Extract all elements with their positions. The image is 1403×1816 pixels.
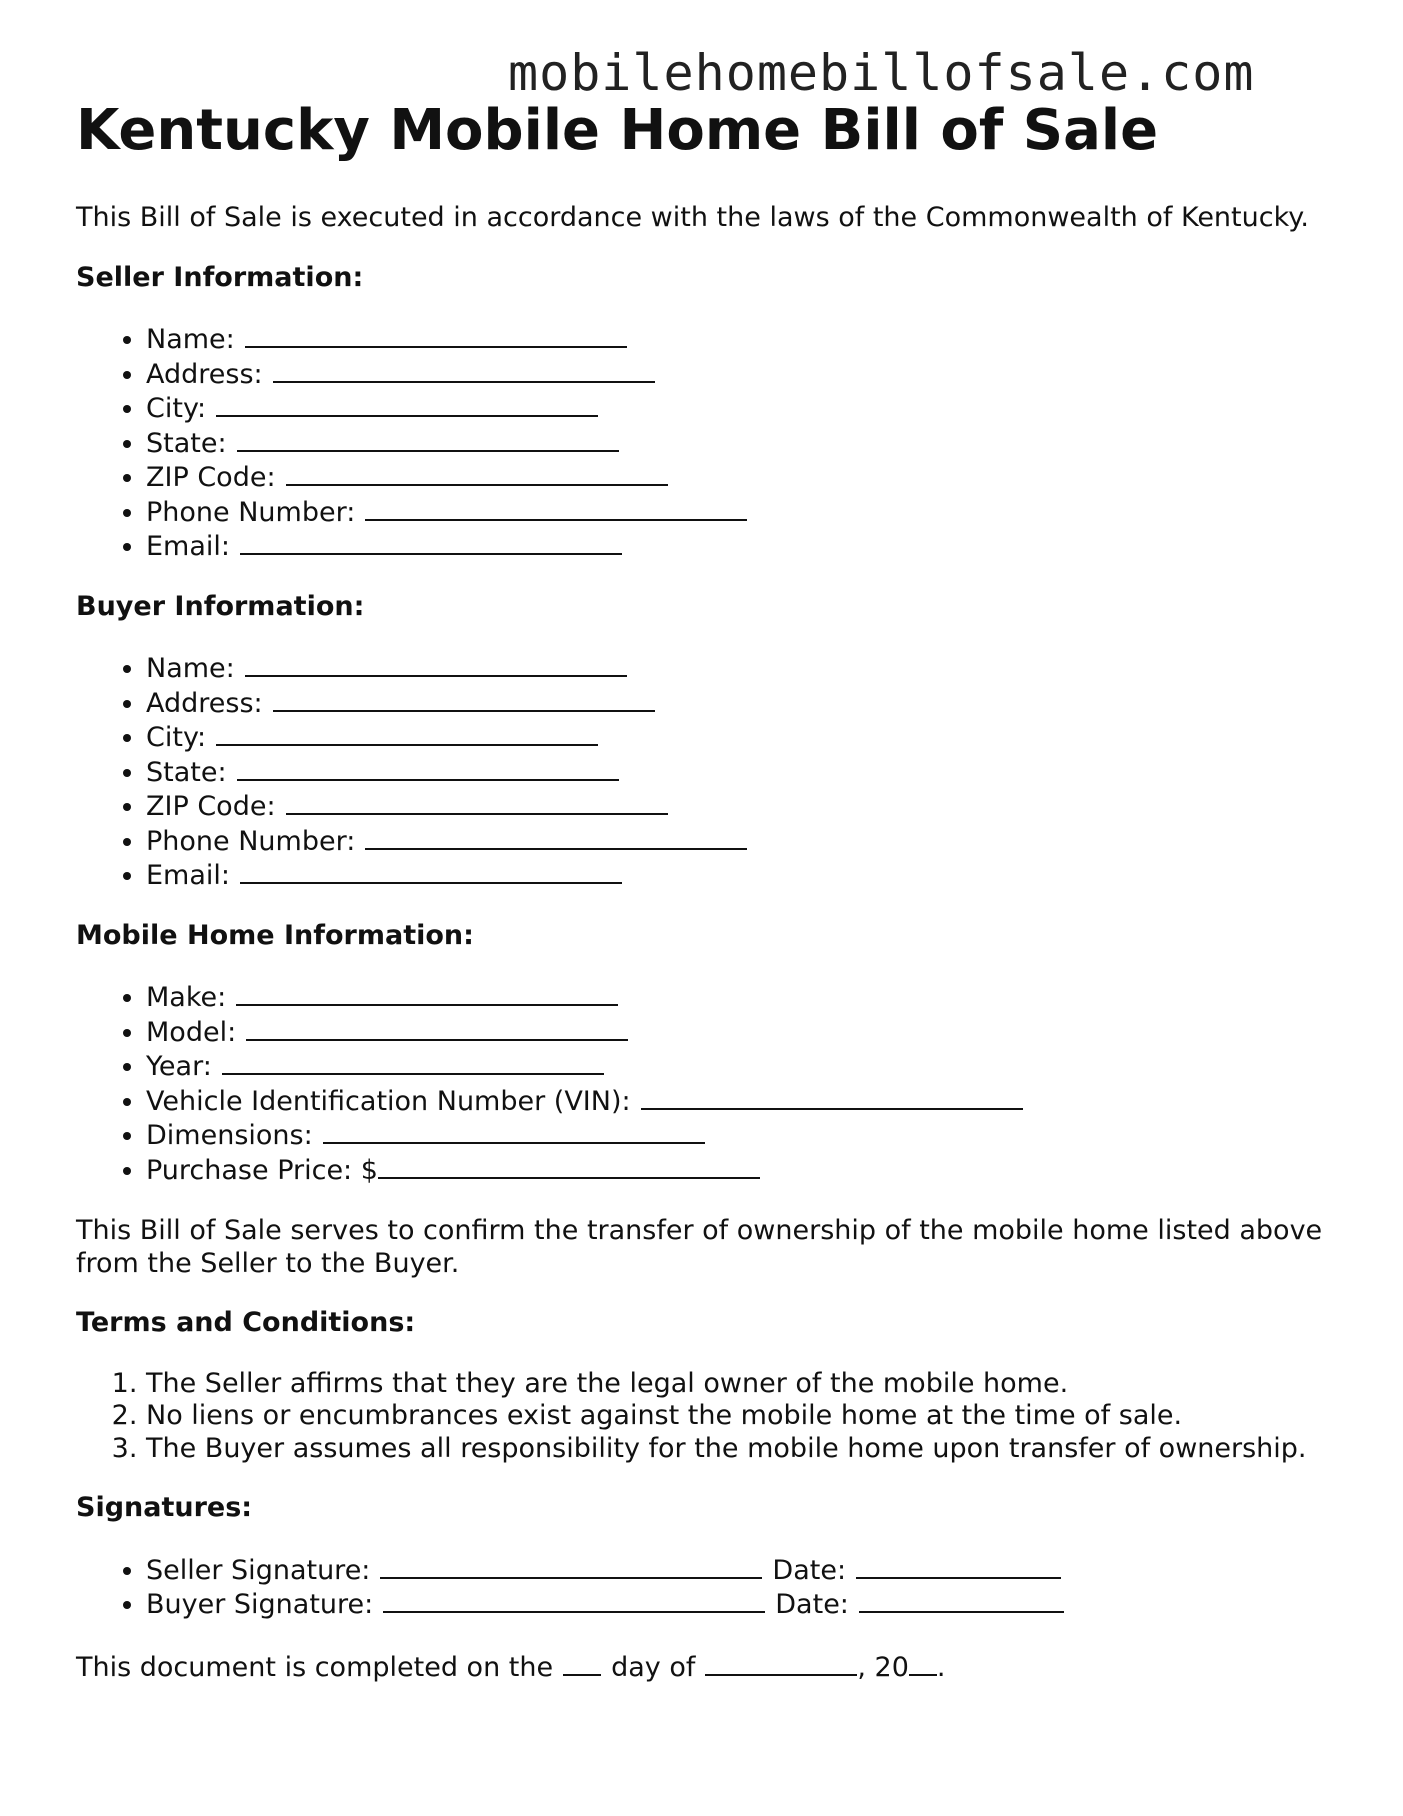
buyer-city-blank[interactable]	[216, 720, 598, 746]
buyer-signature-line: • Buyer Signature: Date:	[146, 1587, 1336, 1622]
intro-paragraph: This Bill of Sale is executed in accordance with the laws of the Commonwealth of Kentucky.	[76, 202, 1309, 233]
buyer-state-blank[interactable]	[237, 755, 619, 781]
seller-address-field: • Address:	[146, 357, 1336, 392]
signature-list	[76, 1553, 1336, 1622]
term-item: 1. The Seller affirms that they are the legal owner of the mobile home.	[146, 1368, 1336, 1401]
buyer-phone-field: • Phone Number:	[146, 824, 1336, 859]
seller-zip-blank[interactable]	[286, 460, 668, 486]
seller-email-field: • Email:	[146, 529, 1336, 564]
seller-zip-field: • ZIP Code:	[146, 460, 1336, 495]
seller-phone-blank[interactable]	[365, 495, 747, 521]
buyer-name-blank[interactable]	[245, 651, 627, 677]
terms-heading: Terms and Conditions:	[76, 1307, 416, 1338]
seller-heading: Seller Information:	[76, 261, 364, 293]
seller-name-field: • Name:	[146, 322, 1336, 357]
buyer-phone-blank[interactable]	[365, 824, 747, 850]
mobile-home-heading: Mobile Home Information:	[76, 919, 474, 951]
document-title: Kentucky Mobile Home Bill of Sale	[76, 98, 1159, 163]
seller-name-blank[interactable]	[245, 322, 627, 348]
vin-field: • Vehicle Identification Number (VIN):	[146, 1084, 1336, 1119]
buyer-heading: Buyer Information:	[76, 590, 365, 622]
buyer-field-list	[76, 651, 1336, 893]
seller-city-field: • City:	[146, 391, 1336, 426]
buyer-email-field: • Email:	[146, 858, 1336, 893]
seller-field-list	[76, 322, 1336, 564]
completion-year-blank[interactable]	[909, 1650, 937, 1676]
purchase-price-field: • Purchase Price: $	[146, 1153, 1336, 1188]
term-item: 2. No liens or encumbrances exist against the mobile home at the time of sale.	[146, 1400, 1336, 1433]
year-field: • Year:	[146, 1049, 1336, 1084]
terms-list	[76, 1368, 1336, 1466]
seller-address-blank[interactable]	[273, 357, 655, 383]
seller-signature-blank[interactable]	[380, 1553, 762, 1579]
buyer-city-field: • City:	[146, 720, 1336, 755]
make-blank[interactable]	[236, 980, 618, 1006]
seller-state-field: • State:	[146, 426, 1336, 461]
mobile-home-field-list	[76, 980, 1336, 1187]
document-body	[76, 202, 1336, 1684]
seller-date-blank[interactable]	[856, 1553, 1061, 1579]
seller-phone-field: • Phone Number:	[146, 495, 1336, 530]
buyer-name-field: • Name:	[146, 651, 1336, 686]
buyer-zip-field: • ZIP Code:	[146, 789, 1336, 824]
purchase-price-blank[interactable]	[378, 1153, 760, 1179]
seller-city-blank[interactable]	[216, 391, 598, 417]
site-watermark: mobilehomebillofsale.com	[508, 44, 1255, 102]
dimensions-field: • Dimensions:	[146, 1118, 1336, 1153]
completion-month-blank[interactable]	[705, 1650, 857, 1676]
buyer-signature-blank[interactable]	[383, 1587, 765, 1613]
buyer-address-blank[interactable]	[273, 686, 655, 712]
completion-statement: This document is completed on the day of , 20 .	[76, 1651, 946, 1683]
seller-signature-line: • Seller Signature: Date:	[146, 1553, 1336, 1588]
buyer-email-blank[interactable]	[240, 858, 622, 884]
buyer-address-field: • Address:	[146, 686, 1336, 721]
vin-blank[interactable]	[641, 1084, 1023, 1110]
model-field: • Model:	[146, 1015, 1336, 1050]
seller-email-blank[interactable]	[240, 529, 622, 555]
buyer-zip-blank[interactable]	[286, 789, 668, 815]
dimensions-blank[interactable]	[323, 1118, 705, 1144]
make-field: • Make:	[146, 980, 1336, 1015]
signatures-heading: Signatures:	[76, 1492, 253, 1523]
seller-state-blank[interactable]	[237, 426, 619, 452]
term-item: 3. The Buyer assumes all responsibility for the mobile home upon transfer of ownership.	[146, 1433, 1336, 1466]
completion-day-blank[interactable]	[563, 1650, 601, 1676]
buyer-state-field: • State:	[146, 755, 1336, 790]
transfer-statement: This Bill of Sale serves to confirm the transfer of ownership of the mobile home listed above from the Seller to the Buyer.	[76, 1215, 1323, 1279]
model-blank[interactable]	[246, 1015, 628, 1041]
buyer-date-blank[interactable]	[859, 1587, 1064, 1613]
year-blank[interactable]	[222, 1049, 604, 1075]
